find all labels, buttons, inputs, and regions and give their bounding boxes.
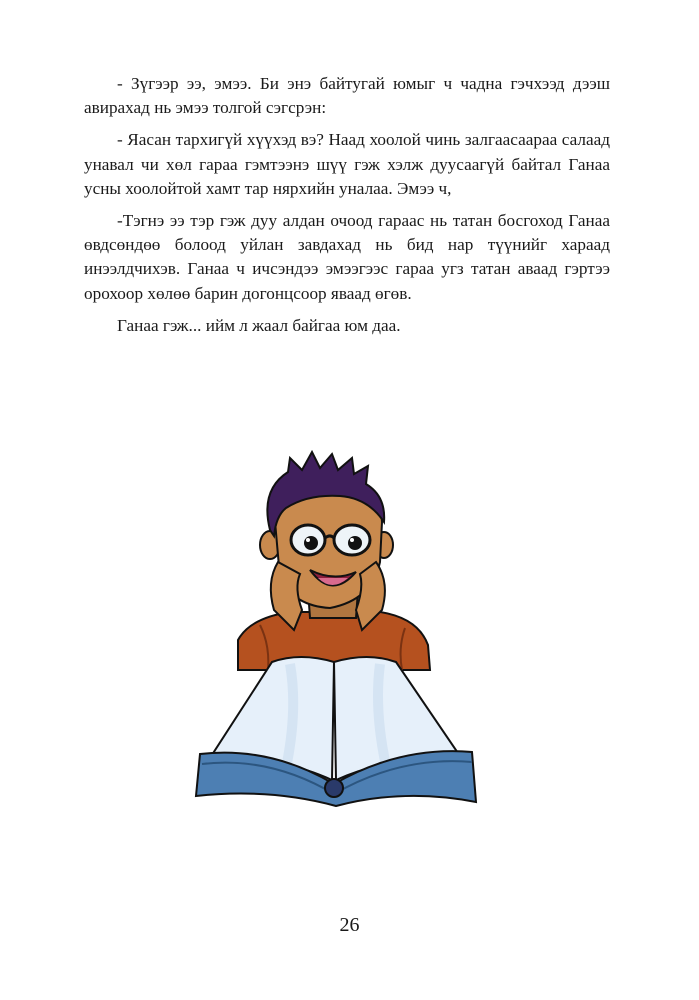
paragraph-3: -Тэгнэ ээ тэр гэж дуу алдан очоод гараас нь татан босгоход Ганаа өвдсөндөө болоод уйлан завдахад нь бид нар түүнийг хараад инээлдчихэв. Ганаа ч ичсэндээ эмээгээс гараа угз татан аваад гэртээ орохоор хөлөө барин догонцсоор яваад өгөв. xyxy=(84,211,610,303)
story-text xyxy=(84,72,610,346)
boy-reading-book-illustration xyxy=(190,450,480,810)
paragraph-4: Ганаа гэж... ийм л жаал байгаа юм даа. xyxy=(117,315,401,335)
paragraph-2: - Яасан тархигүй хүүхэд вэ? Наад хоолой чинь залгаасаараа салаад унавал чи хөл гараа гэмтээнэ шүү гэж хэлж дуусаагүй байтал Ганаа усны хоолойтой хамт тар нярхийн уналаа. Эмээ ч, xyxy=(84,130,610,198)
paragraph-1: - Зүгээр ээ, эмээ. Би энэ байтугай юмыг ч чадна гэчхээд дээш авирахад нь эмээ толгой сэгсрэн: xyxy=(84,74,610,118)
page-number: 26 xyxy=(339,914,360,936)
